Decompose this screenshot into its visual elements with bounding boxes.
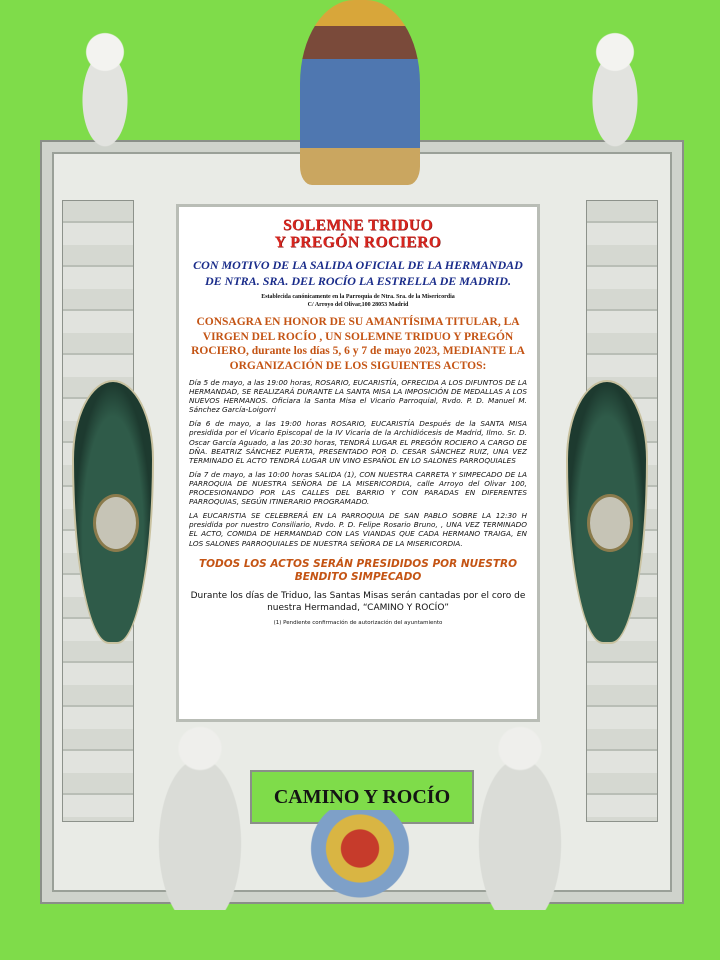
title-line-1: SOLEMNE TRIDUO (282, 217, 434, 234)
announcement-panel (176, 204, 540, 722)
intro-text: CONSAGRA EN HONOR DE SU AMANTÍSIMA TITULAR, LA VIRGEN DEL ROCÍO , UN SOLEMNE TRIDUO Y PREGÓN ROCIERO, durante los días 5, 6 y 7 de mayo 2023, MEDIANTE LA ORGANIZACIÓN DE LOS SIGUIENTES ACTOS: (191, 316, 525, 372)
left-banner-medallion (93, 494, 139, 552)
right-angel-figure (460, 720, 580, 910)
right-banner-medallion (587, 494, 633, 552)
simpecado-highlight: TODOS LOS ACTOS SERÁN PRESIDIDOS POR NUESTRO BENDITO SIMPECADO (198, 557, 518, 583)
event-day-7: Día 7 de mayo, a las 10:00 horas SALIDA (1), CON NUESTRA CARRETA Y SIMPECADO DE LA PARROQUIA DE NUESTRA SEÑORA DE LA MISERICORDIA, calle Arroyo del Olivar 100, PROCESIONANDO POR LAS CALLES DEL BARRIO Y CON PARADAS EN DIFERENTES PARROQUIAS, SEGÚN ITINERARIO PROGRAMADO. (189, 469, 527, 507)
subtitle: CON MOTIVO DE LA SALIDA OFICIAL DE LA HERMANDAD DE NTRA. SRA. DEL ROCÍO LA ESTRELLA DE MADRID. (193, 258, 523, 288)
location-line-2: C/ Arroyo del Olivar,100 28053 Madrid (307, 302, 409, 308)
virgin-image (300, 0, 420, 185)
event-eucharist: LA EUCARISTIA SE CELEBRERÁ EN LA PARROQUIA DE SAN PABLO SOBRE LA 12:30 H presidida por nuestro Consiliario, Rvdo. P. D. Felipe Rosario Bruno, , UNA VEZ TERMINADO EL ACTO, COMIDA DE HERMANDAD CON LAS VIANDAS QUE CADA HERMANO TRAIGA, EN LOS SALONES PARROQUIALES DE NUESTRA SEÑORA DE LA MISERICORDIA. (189, 511, 527, 548)
title-line-2: Y PREGÓN ROCIERO (274, 234, 442, 251)
event-day-6: Día 6 de mayo, a las 19:00 horas ROSARIO, EUCARISTÍA Después de la SANTA MISA presidida por el Vicario Episcopal de la IV Vicaria de la Archidiócesis de Madrid, Ilmo. Sr. D. Oscar García Aguado, a las 20:30 horas, TENDRÁ LUGAR EL PREGÓN ROCIERO A CARGO DE DÑA. BEATRIZ SÁNCHEZ PUERTA, PRESENTADO POR D. CESAR SÁNCHEZ RUIZ, UNA VEZ TERMINADO EL ACTO TENDRÁ LUGAR UN VINO ESPAÑOL EN LO SALONES PARROQUIALES (189, 419, 527, 465)
choir-note: Durante los días de Triduo, las Santas Misas serán cantadas por el coro de nuestra Hermandad, “CAMINO Y ROCÍO” (190, 590, 526, 613)
event-day-5: Día 5 de mayo, a las 19:00 horas, ROSARIO, EUCARISTÍA, OFRECIDA A LOS DIFUNTOS DE LA HERMANDAD, SE REALIZARÁ DURANTE LA SANTA MISA LA IMPOSICIÓN DE MEDALLAS A LOS NUEVOS HERMANOS. Oficiara la Santa Misa el Vicario Parroquial, Rvdo. P. D. Manuel M. Sánchez García-Loigorri (189, 378, 527, 415)
brotherhood-emblem (300, 810, 420, 920)
authorization-footnote: (1) Pendiente confirmación de autorización del ayuntamiento (273, 619, 443, 626)
left-angel-figure (140, 720, 260, 910)
choir-name: CAMINO Y ROCÍO (273, 785, 451, 808)
left-cherub-figure (70, 28, 140, 148)
location-line-1: Establecida canónicamente en la Parroquia de Ntra. Sra. de la Misericordia (261, 294, 455, 300)
right-cherub-figure (580, 28, 650, 148)
